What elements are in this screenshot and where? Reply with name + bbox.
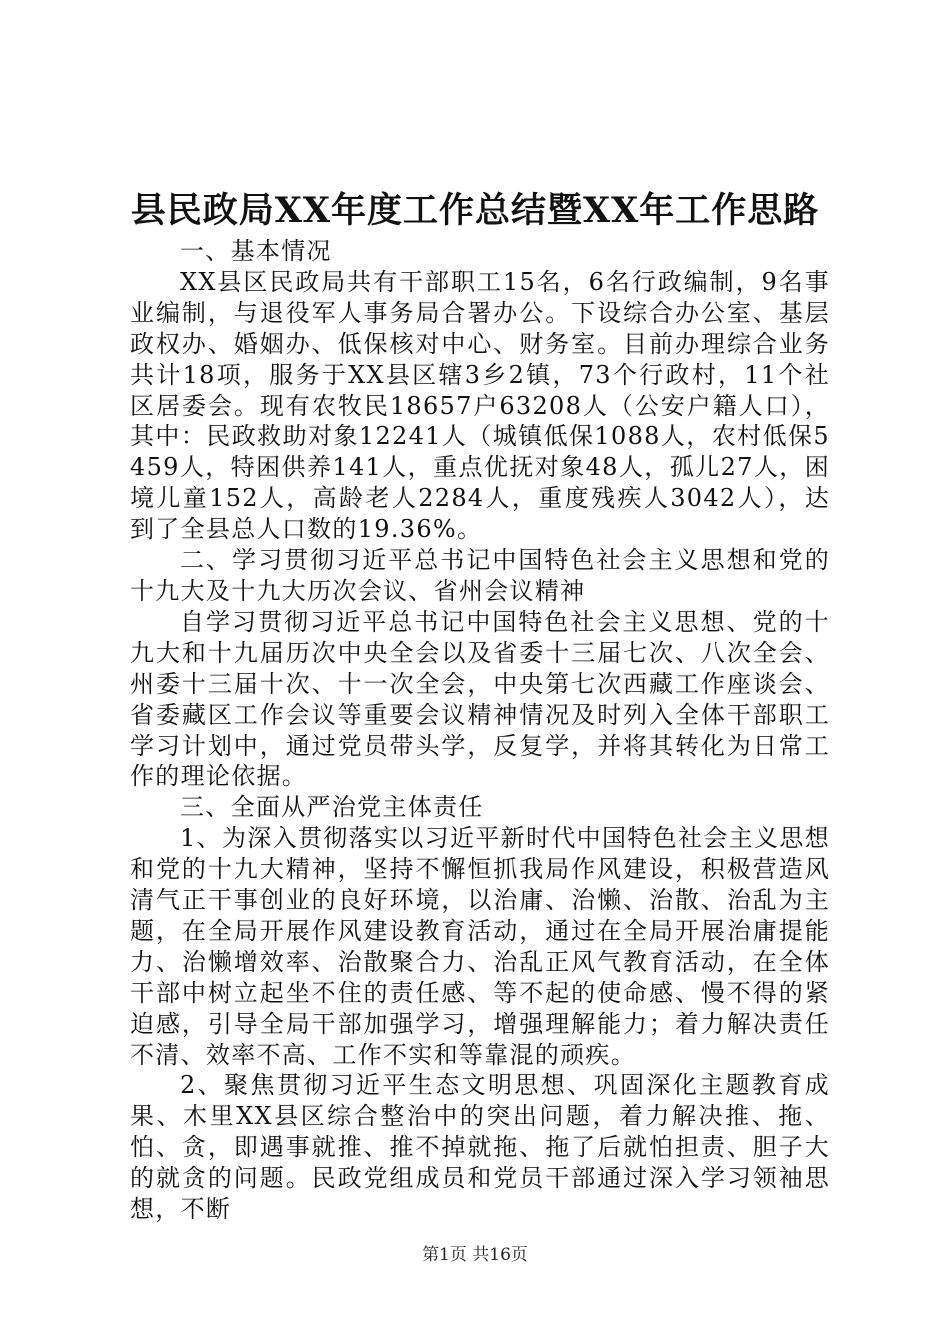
page-footer: 第1页 共16页 [422, 1245, 528, 1265]
paragraph-study: 自学习贯彻习近平总书记中国特色社会主义思想、党的十九大和十九届历次中央全会以及省委十三届七次、八次全会、州委十三届十次、十一次全会，中央第七次西藏工作座谈会、省委藏区工作会议等重要会议精神情况及时列入全体干部职工学习计划中，通过党员带头学，反复学，并将其转化为日常工作的理论依据。 [130, 607, 830, 791]
section-heading-party-responsibility: 三、全面从严治党主体责任 [180, 793, 484, 822]
paragraph-item-1: 1、为深入贯彻落实以习近平新时代中国特色社会主义思想和党的十九大精神，坚持不懈恒抓我局作风建设，积极营造风清气正干事创业的良好环境，以治庸、治懒、治散、治乱为主题，在全局开展作风建设教育活动，通过在全局开展治庸提能力、治懒增效率、治散聚合力、治乱正风气教育活动，在全体干部中树立起坐不住的责任感、等不起的使命感、慢不得的紧迫感，引导全局干部加强学习，增强理解能力；着力解决责任不清、效率不高、工作不实和等靠混的顽疾。 [130, 824, 830, 1069]
paragraph-item-2: 2、聚焦贯彻习近平生态文明思想、巩固深化主题教育成果、木里XX县区综合整治中的突出问题，着力解决推、拖、怕、贪，即遇事就推、推不掉就拖、拖了后就怕担责、胆子大的就贪的问题。民政党组成员和党员干部通过深入学习领袖思想，不断 [130, 1071, 830, 1224]
paragraph-basic-info: XX县区民政局共有干部职工15名，6名行政编制，9名事业编制，与退役军人事务局合署办公。下设综合办公室、基层政权办、婚姻办、低保核对中心、财务室。目前办理综合业务共计18项，服务于XX县区辖3乡2镇，73个行政村，11个社区居委会。现有农牧民18657户63208人（公安户籍人口），其中：民政救助对象12241人（城镇低保1088人，农村低保5459人，特困供养141人，重点优抚对象48人，孤儿27人，困境儿童152人，高龄老人2284人，重度残疾人3042人），达到了全县总人口数的19.36%。 [130, 267, 830, 544]
section-heading-study: 二、学习贯彻习近平总书记中国特色社会主义思想和党的十九大及十九大历次会议、省州会议精神 [130, 546, 830, 605]
document-body [130, 236, 830, 1225]
document-title: 县民政局XX年度工作总结暨XX年工作思路 [130, 190, 820, 231]
section-heading-basic-info: 一、基本情况 [180, 237, 332, 265]
